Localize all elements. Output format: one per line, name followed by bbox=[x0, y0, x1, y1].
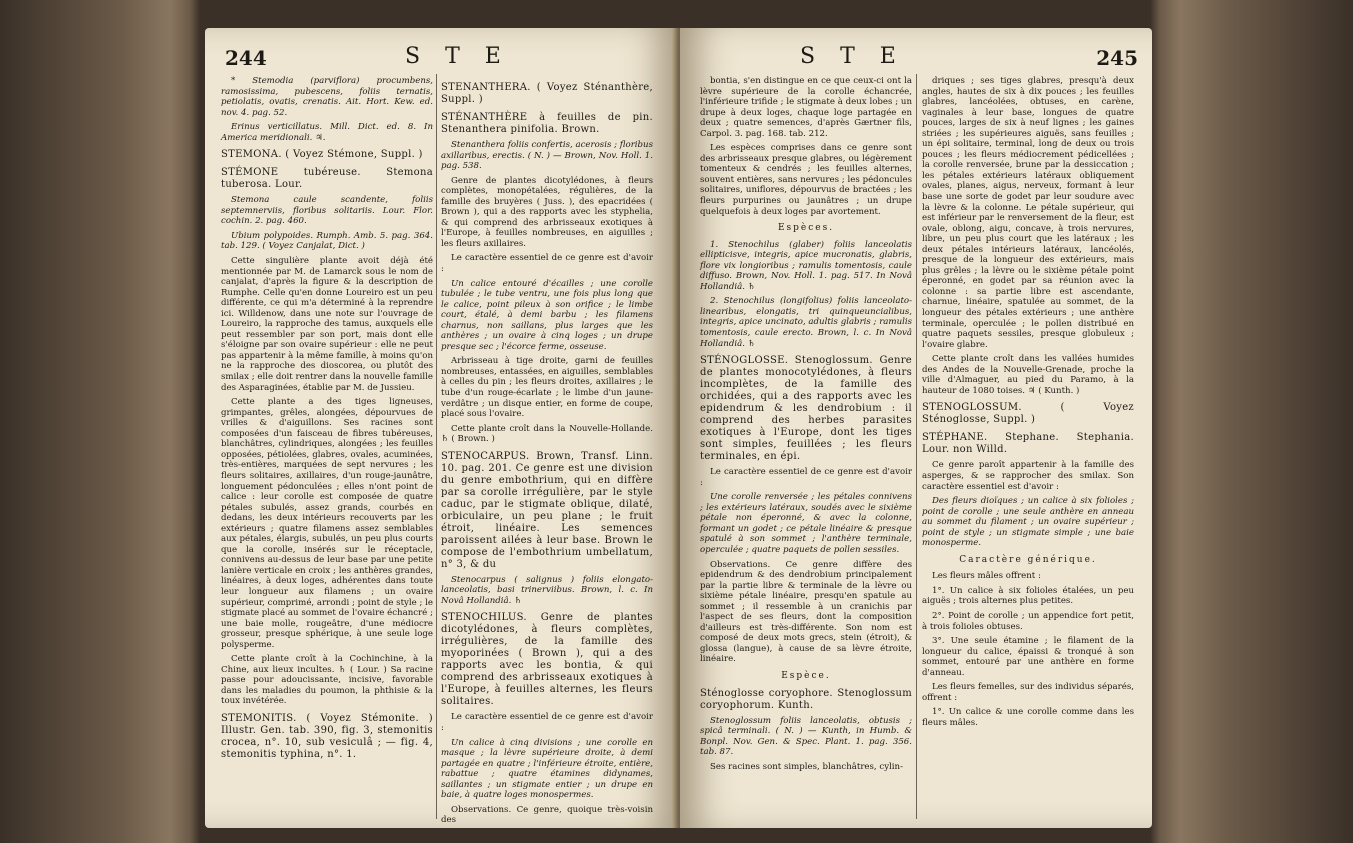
paragraph: Le caractère essentiel de ce genre est d'avoir : bbox=[700, 467, 912, 488]
paragraph: driques ; ses tiges glabres, presqu'à deux angles, hautes de six à dix pouces ; les feuilles glabres, lancéolées, obtuses, en carène, vaginales à leur base, longues de quatre pouces, larges de six à neuf lignes ; les gaines striées ; les supérieures aiguës, sans feuilles ; un épi solitaire, terminal, long de deux ou trois pouces ; les fleurs médiocrement pédicellées ; la corolle renversée, brune par la dessiccation ; les pétales extérieurs latéraux obliquement ovales, planes, aigus, nerveux, formant à leur base une sorte de godet par leur soudure avec la lèvre & la colonne. Le pétale supérieur, qui est inférieur par le renversement de la fleur, est ovale, oblong, aigu, concave, à trois nervures, libre, un peu plus court que les latéraux ; les deux pétales intérieurs latéraux, lancéolés, presque de la longueur des extérieurs, mais plus grêles ; la lèvre ou le sixième pétale point éperonné, en godet par sa réunion avec la colonne : sa partie libre est ascendante, charnue, linéaire, spatulée au sommet, de la longueur des pétales extérieurs ; une anthère terminale, operculée ; le pollen distribué en quatre paquets sessiles, presque globuleux ; l'ovaire glabre. bbox=[922, 76, 1134, 350]
paragraph: 3°. Une seule étamine ; le filament de la longueur du calice, épaissi & tronqué à son sommet, entouré par une anthère en forme d'anneau. bbox=[922, 636, 1134, 678]
paragraph: Genre de plantes dicotylédones, à fleurs complètes, monopétalées, régulières, de la famille des bruyères ( Juss. ), des epacridées ( Brown ), qui a des rapports avec les styphelia, & qui comprend des arbrisseaux exotiques à l'Europe, à feuilles nombreuses, en aiguilles ; les fleurs axillaires. bbox=[441, 175, 653, 249]
paragraph: Les espèces comprises dans ce genre sont des arbrisseaux presque glabres, ou légèrement tomenteux & cendrés ; les feuilles alternes, souvent entières, sans nervures ; les pédoncules solitaires, uniflores, dépourvus de bractées ; les fleurs purpurines ou jaunâtres ; un drupe quelquefois à deux loges par avortement. bbox=[700, 143, 912, 217]
paragraph: Erinus verticillatus. Mill. Dict. ed. 8. In America meridionali. ♃. bbox=[221, 122, 433, 143]
right-page bbox=[680, 28, 1152, 828]
paragraph: bontia, s'en distingue en ce que ceux-ci ont la lèvre supérieure de la corolle échancrée, l'inférieure trifide ; le stigmate à deux lobes ; un drupe à deux loges, chaque loge partagée en deux ; quatre semences, d'après Gærtner fils, Carpol. 3. pag. 168. tab. 212. bbox=[700, 76, 912, 139]
section-heading: Espèces. bbox=[777, 223, 835, 234]
paragraph: Arbrisseau à tige droite, garni de feuilles nombreuses, entassées, en aiguilles, semblables à celles du pin ; les fleurs droites, axillaires ; le tube d'un rouge-écarlate ; le limbe d'un jaune-verdâtre ; un disque entier, en forme de coupe, placé sous l'ovaire. bbox=[441, 356, 653, 420]
left-page bbox=[205, 28, 677, 828]
paragraph: 2. Stenochilus (longifolius) foliis lanceolato-linearibus, elongatis, tri quinqueuncialibus, integris, apice uncinato, adultis glabris ; ramulis tomentosis, caule erecto. Brown, l. c. In Novâ Hollandiâ. ♄ bbox=[700, 296, 913, 349]
paragraph: Ce genre paroît appartenir à la famille des asperges, & se rapprocher des smilax. Son caractère essentiel est d'avoir : bbox=[922, 460, 1134, 492]
paragraph: Un calice à cinq divisions ; une corolle en masque ; la lèvre supérieure droite, à demi partagée en quatre ; l'inférieure étroite, entière, rabattue ; quatre étamines didynames, saillantes ; un stigmate entier ; un drupe en baie, à quatre loges monospermes. bbox=[441, 737, 653, 801]
entry-headword: STEMONA. ( Voyez Stémone, Suppl. ) bbox=[221, 149, 423, 161]
paragraph: Le caractère essentiel de ce genre est d'avoir : bbox=[441, 712, 653, 733]
paragraph: Des fleurs dioïques ; un calice à six folioles ; point de corolle ; une seule anthère en anneau au sommet du filament ; un ovaire supérieur ; point de style ; un stigmate simple ; une baie monosperme. bbox=[922, 496, 1134, 549]
paragraph: Cette plante croît dans la Nouvelle-Hollande. ♄ ( Brown. ) bbox=[441, 423, 653, 445]
section-heading: Caractère générique. bbox=[959, 554, 1097, 565]
paragraph: Ses racines sont simples, blanchâtres, cylin- bbox=[710, 761, 903, 772]
paragraph: 2°. Point de corolle ; un appendice fort petit, à trois folioles obtuses. bbox=[922, 610, 1134, 632]
column-rule bbox=[436, 74, 437, 819]
paragraph: Le caractère essentiel de ce genre est d'avoir : bbox=[441, 253, 653, 275]
paragraph: Stemona caule scandente, foliis septemnerviis, floribus solitariis. Lour. Flor. cochin. 2. pag. 460. bbox=[221, 195, 433, 227]
paragraph: 1°. Un calice & une corolle comme dans les fleurs mâles. bbox=[922, 707, 1134, 728]
column-rule bbox=[916, 74, 917, 819]
right-column-1 bbox=[700, 76, 912, 776]
left-column-2 bbox=[441, 76, 653, 828]
paragraph: Stenoglossum foliis lanceolatis, obtusis ; spicâ terminali. ( N. ) — Kunth, in Humb. & Bonpl. Nov. Gen. & Spec. Plant. 1. pag. 356. tab. 87. bbox=[700, 715, 912, 758]
entry-headword: Sténoglosse coryophore. Stenoglossum coryophorum. Kunth. bbox=[700, 687, 912, 711]
page-number: 245 bbox=[1096, 46, 1138, 70]
entry-headword: STÉMONE tubéreuse. Stemona tuberosa. Lour. bbox=[221, 167, 433, 191]
paragraph: 1°. Un calice à six folioles étalées, un peu aiguës ; trois alternes plus petites. bbox=[922, 585, 1134, 607]
paragraph: Cette plante a des tiges ligneuses, grimpantes, grêles, alongées, dépourvues de vrilles & d'aiguillons. Ses racines sont composées d'un faisceau de fibres tubéreuses, blanchâtres, cylindriques, alongées ; les feuilles opposées, pétiolées, glabres, ovales, acuminées, très-entières, marquées de sept nervures ; les fleurs solitaires, axillaires, d'un rouge-jaunâtre, longuement pédonculées ; elles n'ont point de calice : leur corolle est composée de quatre pétales subulés, assez grands, courbés en dedans, les deux intérieurs recouverts par les extérieurs ; quatre filamens assez semblables aux pétales, élargis, subulés, un peu plus courts que la corolle, insérés sur le réceptacle, connivens au-dessus de leur base par une petite lanière verticale en croix ; les anthères grandes, linéaires, à deux loges, adhérentes dans toute leur longueur aux filamens ; un ovaire supérieur, comprimé, arrondi ; point de style ; le stigmate placé au sommet de l'ovaire échancré ; une baie molle, rougeâtre, d'une médiocre grosseur, presque sphérique, à une seule loge polysperme. bbox=[221, 397, 433, 650]
paragraph: Ubium polypoides. Rumph. Amb. 5. pag. 364. tab. 129. ( Voyez Canjalat, Dict. ) bbox=[221, 230, 433, 252]
paragraph: 1. Stenochilus (glaber) foliis lanceolatis ellipticisve, integris, apice mucronatis, glabris, flore vix longioribus ; ramulis tomentosis, caule diffuso. Brown, Nov. Holl. 1. pag. 517. In Novâ Hollandiâ. ♄ bbox=[700, 239, 912, 292]
paragraph: Observations. Ce genre, quoique très-voisin des bbox=[441, 804, 653, 826]
entry-headword: STENOCHILUS. Genre de plantes dicotylédones, à fleurs complètes, irrégulières, de la famille des myoporinées ( Brown ), qui a des rapports avec les bontia, & qui comprend des arbrisseaux exotiques à l'Europe, à feuilles alternes, les fleurs solitaires. bbox=[441, 612, 653, 708]
right-column-2 bbox=[922, 76, 1134, 732]
entry-headword: STENANTHERA. ( Voyez Sténanthère, Suppl. ) bbox=[441, 82, 653, 105]
entry-headword: STÉNANTHÈRE à feuilles de pin. Stenanthera pinifolia. Brown. bbox=[441, 112, 653, 135]
paragraph: Stenocarpus ( salignus ) foliis elongato-lanceolatis, basi trinerviibus. Brown, l. c. In Novâ Hollandiâ. ♄ bbox=[441, 574, 653, 606]
section-heading: Espèce. bbox=[781, 670, 831, 681]
paragraph: Cette plante croît à la Cochinchine, à la Chine, aux lieux incultes. ♄ ( Lour. ) Sa racine passe pour adoucissante, incisive, favorable dans les maladies du poumon, la phthisie & la toux invétérée. bbox=[221, 654, 433, 707]
paragraph: * Stemodia (parviflora) procumbens, ramosissima, pubescens, foliis ternatis, petiolatis, ovatis, crenatis. Ait. Hort. Kew. ed. nov. 4. pag. 52. bbox=[221, 76, 433, 118]
paragraph: Cette singulière plante avoit déjà été mentionnée par M. de Lamarck sous le nom de canjalat, d'après la figure & la description de Rumphe. Celle qu'en donne Loureiro est un peu différente, ce qui m'a déterminé à la reprendre ici. Willdenow, dans une note sur l'ouvrage de Loureiro, la rapproche des tamus, auxquels elle peut ressembler par son port, mais dont elle s'éloigne par son ovaire supérieur : elle ne peut pas appartenir à la même famille, à moins qu'on ne la rapproche des dioscorea, ou plutôt des smilax ; elle doit rentrer dans la nouvelle famille des Asparaginées, établie par M. de Jussieu. bbox=[221, 256, 433, 393]
entry-headword: STENOGLOSSUM. ( Voyez Sténoglosse, Suppl. ) bbox=[922, 402, 1134, 426]
paragraph: Observations. Ce genre diffère des epidendrum & des dendrobium principalement par la partie libre & terminale de la lèvre ou sixième pétale linéaire, presqu'en spatule au sommet ; il ressemble à un cranichis par l'aspect de ses fleurs, dont la composition d'ailleurs est très-différente. Son nom est composé de deux mots grecs, stein (étroit), & glossa (langue), à cause de sa lèvre étroite, linéaire. bbox=[700, 559, 912, 665]
paragraph: Une corolle renversée ; les pétales connivens ; les extérieurs latéraux, soudés avec le sixième pétale non éperonné, & avec la colonne, formant un godet ; ce pétale linéaire & presque spatulé à son sommet ; l'anthère terminale, operculée ; quatre paquets de pollen sessiles. bbox=[700, 492, 912, 555]
paragraph: Les fleurs femelles, sur des individus séparés, offrent : bbox=[922, 682, 1134, 703]
entry-headword: STÉPHANE. Stephane. Stephania. Lour. non Willd. bbox=[922, 432, 1134, 456]
running-head: S T E bbox=[405, 44, 510, 69]
entry-headword: STÉNOGLOSSE. Stenoglossum. Genre de plantes monocotylédones, à fleurs incomplètes, de la famille des orchidées, qui a des rapports avec les epidendrum & les dendrobium : il comprend des herbes parasites exotiques à l'Europe, dont les tiges sont simples, feuillées ; les fleurs terminales, en épi. bbox=[700, 355, 912, 463]
entry-headword: STEMONITIS. ( Voyez Stémonite. ) Illustr. Gen. tab. 390, fig. 3, stemonitis crocea, n°. 10, sub vesiculâ ; — fig. 4, stemonitis typhina, n°. 1. bbox=[221, 712, 433, 760]
paragraph: Stenanthera foliis confertis, acerosis ; floribus axillaribus, erectis. ( N. ) — Brown, Nov. Holl. 1. pag. 538. bbox=[441, 140, 653, 172]
running-head: S T E bbox=[800, 44, 905, 69]
paragraph: Un calice entouré d'écailles ; une corolle tubulée ; le tube ventru, une fois plus long que le calice, point pileux à son orifice ; le limbe court, étalé, à demi barbu ; les filamens charnus, non saillans, plus larges que les anthères ; un ovaire à cinq loges ; un drupe presque sec ; l'écorce ferme, osseuse. bbox=[441, 278, 653, 352]
entry-headword: STENOCARPUS. Brown, Transf. Linn. 10. pag. 201. Ce genre est une division du genre embothrium, qui en diffère par sa corolle irrégulière, par le style caduc, par le stigmate oblique, dilaté, orbiculaire, un peu plane ; le fruit étroit, linéaire. Les semences paroissent ailées à leur base. Brown le compose de l'embothrium umbellatum, n° 3, & du bbox=[441, 450, 653, 570]
page-number: 244 bbox=[225, 46, 267, 70]
left-column-1 bbox=[221, 76, 433, 765]
paragraph: Cette plante croît dans les vallées humides des Andes de la Nouvelle-Grenade, proche la ville d'Almaguer, au pied du Paramo, à la hauteur de 1080 toises. ♃ ( Kunth. ) bbox=[922, 354, 1134, 396]
paragraph: Les fleurs mâles offrent : bbox=[932, 571, 1041, 582]
